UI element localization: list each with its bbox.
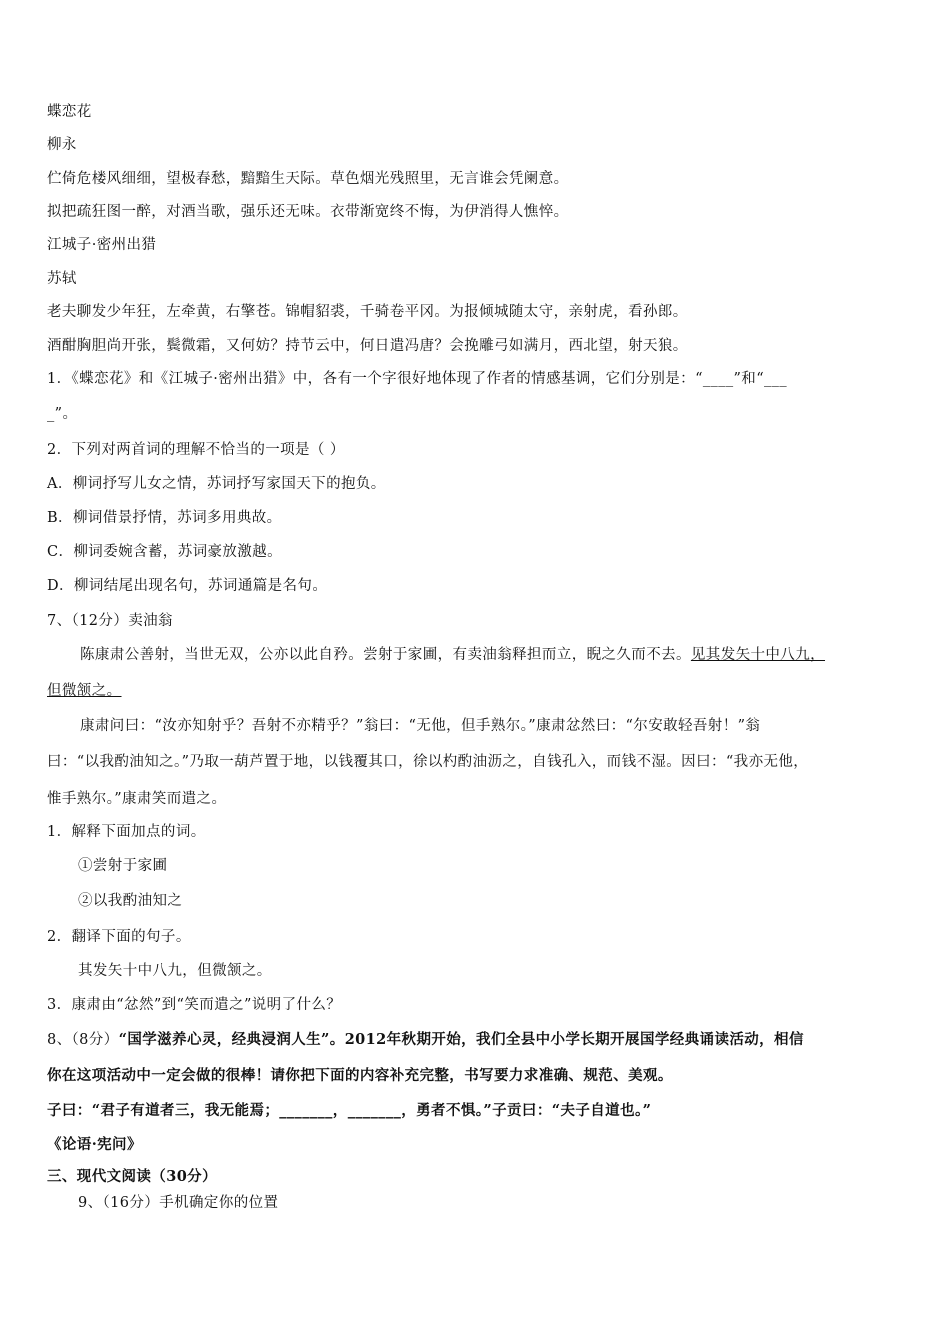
- option-c: C．柳词委婉含蓄，苏词豪放激越。: [47, 544, 282, 560]
- sub-question-3: 3．康肃由“忿然”到“笑而遣之”说明了什么？: [47, 997, 342, 1013]
- option-a: A．柳词抒写儿女之情，苏词抒写家国天下的抱负。: [47, 476, 386, 492]
- question-2-stem: 2．下列对两首词的理解不恰当的一项是（ ）: [47, 442, 345, 458]
- question-8-line-2: 你在这项活动中一定会做的很棒！请你把下面的内容补充完整，书写要力求准确、规范、美观。: [47, 1067, 673, 1084]
- poem2-author: 苏轼: [47, 271, 77, 287]
- poem1-line-1: 伫倚危楼风细细，望极春愁，黯黯生天际。草色烟光残照里，无言谁会凭阑意。: [47, 171, 569, 187]
- poem2-line-1: 老夫聊发少年狂，左牵黄，右擎苍。锦帽貂裘，千骑卷平冈。为报倾城随太守，亲射虎，看孙郎。: [47, 304, 688, 320]
- option-d: D．柳词结尾出现名句，苏词通篇是名句。: [47, 578, 328, 594]
- underlined-sentence-end: 但微颔之。: [47, 683, 122, 699]
- section-3-title: 三、现代文阅读（30分）: [47, 1168, 217, 1185]
- passage-para-2-line-2: 曰：“以我酌油知之。”乃取一葫芦置于地，以钱覆其口，徐以杓酌油沥之，自钱孔入，而钱不湿。因曰：“我亦无他，: [47, 754, 809, 770]
- question-1-line-1: 1．《蝶恋花》和《江城子·密州出猎》中，各有一个字很好地体现了作者的情感基调，它们分别是：“____”和“___: [47, 371, 787, 387]
- question-8-fill-line: 子曰：“君子有道者三，我无能焉；_______，_______，勇者不惧。”子贡曰：“夫子自道也。”: [47, 1102, 652, 1119]
- passage-text: 陈康肃公善射，当世无双，公亦以此自矜。尝射于家圃，有卖油翁释担而立，睨之久而不去。: [80, 647, 691, 663]
- question-1-line-2: _”。: [47, 406, 78, 422]
- question-8-line-1: [47, 1030, 920, 1050]
- underlined-sentence: 见其发矢十中八九，: [690, 647, 826, 663]
- passage-para-2-line-3: 惟手熟尔。”康肃笑而遣之。: [47, 791, 227, 807]
- question-8-intro: “国学滋养心灵，经典浸润人生”。2012年秋期开始，我们全县中小学长期开展国学经典诵读活动，相信: [118, 1031, 804, 1048]
- sub-question-1-item-a: ①尝射于家圃: [78, 858, 168, 874]
- question-8-source: 《论语·宪问》: [47, 1136, 142, 1153]
- question-8-prefix: 8、（8分）: [47, 1032, 119, 1048]
- passage-para-1-line-1: [80, 645, 920, 665]
- poem1-line-2: 拟把疏狂图一醉，对酒当歌，强乐还无味。衣带渐宽终不悔，为伊消得人憔悴。: [47, 204, 569, 220]
- poem2-line-2: 酒酣胸胆尚开张，鬓微霜，又何妨？持节云中，何日遣冯唐？会挽雕弓如满月，西北望，射天狼。: [47, 338, 688, 354]
- sub-question-1-item-b: ②以我酌油知之: [78, 893, 183, 909]
- sub-question-1: 1．解释下面加点的词。: [47, 824, 206, 840]
- poem1-author: 柳永: [47, 137, 77, 153]
- poem1-title: 蝶恋花: [47, 104, 92, 120]
- question-9-header: 9、（16分）手机确定你的位置: [78, 1195, 279, 1211]
- passage-para-2-line-1: 康肃问曰：“汝亦知射乎？吾射不亦精乎？”翁曰：“无他，但手熟尔。”康肃忿然曰：“尔安敢轻吾射！”翁: [80, 718, 761, 734]
- passage-para-1-line-2: [47, 681, 920, 701]
- sub-question-2: 2．翻译下面的句子。: [47, 929, 191, 945]
- sub-question-2-sentence: 其发矢十中八九，但微颔之。: [78, 963, 272, 979]
- option-b: B．柳词借景抒情，苏词多用典故。: [47, 510, 282, 526]
- question-7-header: 7、（12分）卖油翁: [47, 613, 173, 629]
- poem2-title: 江城子·密州出猎: [47, 237, 157, 253]
